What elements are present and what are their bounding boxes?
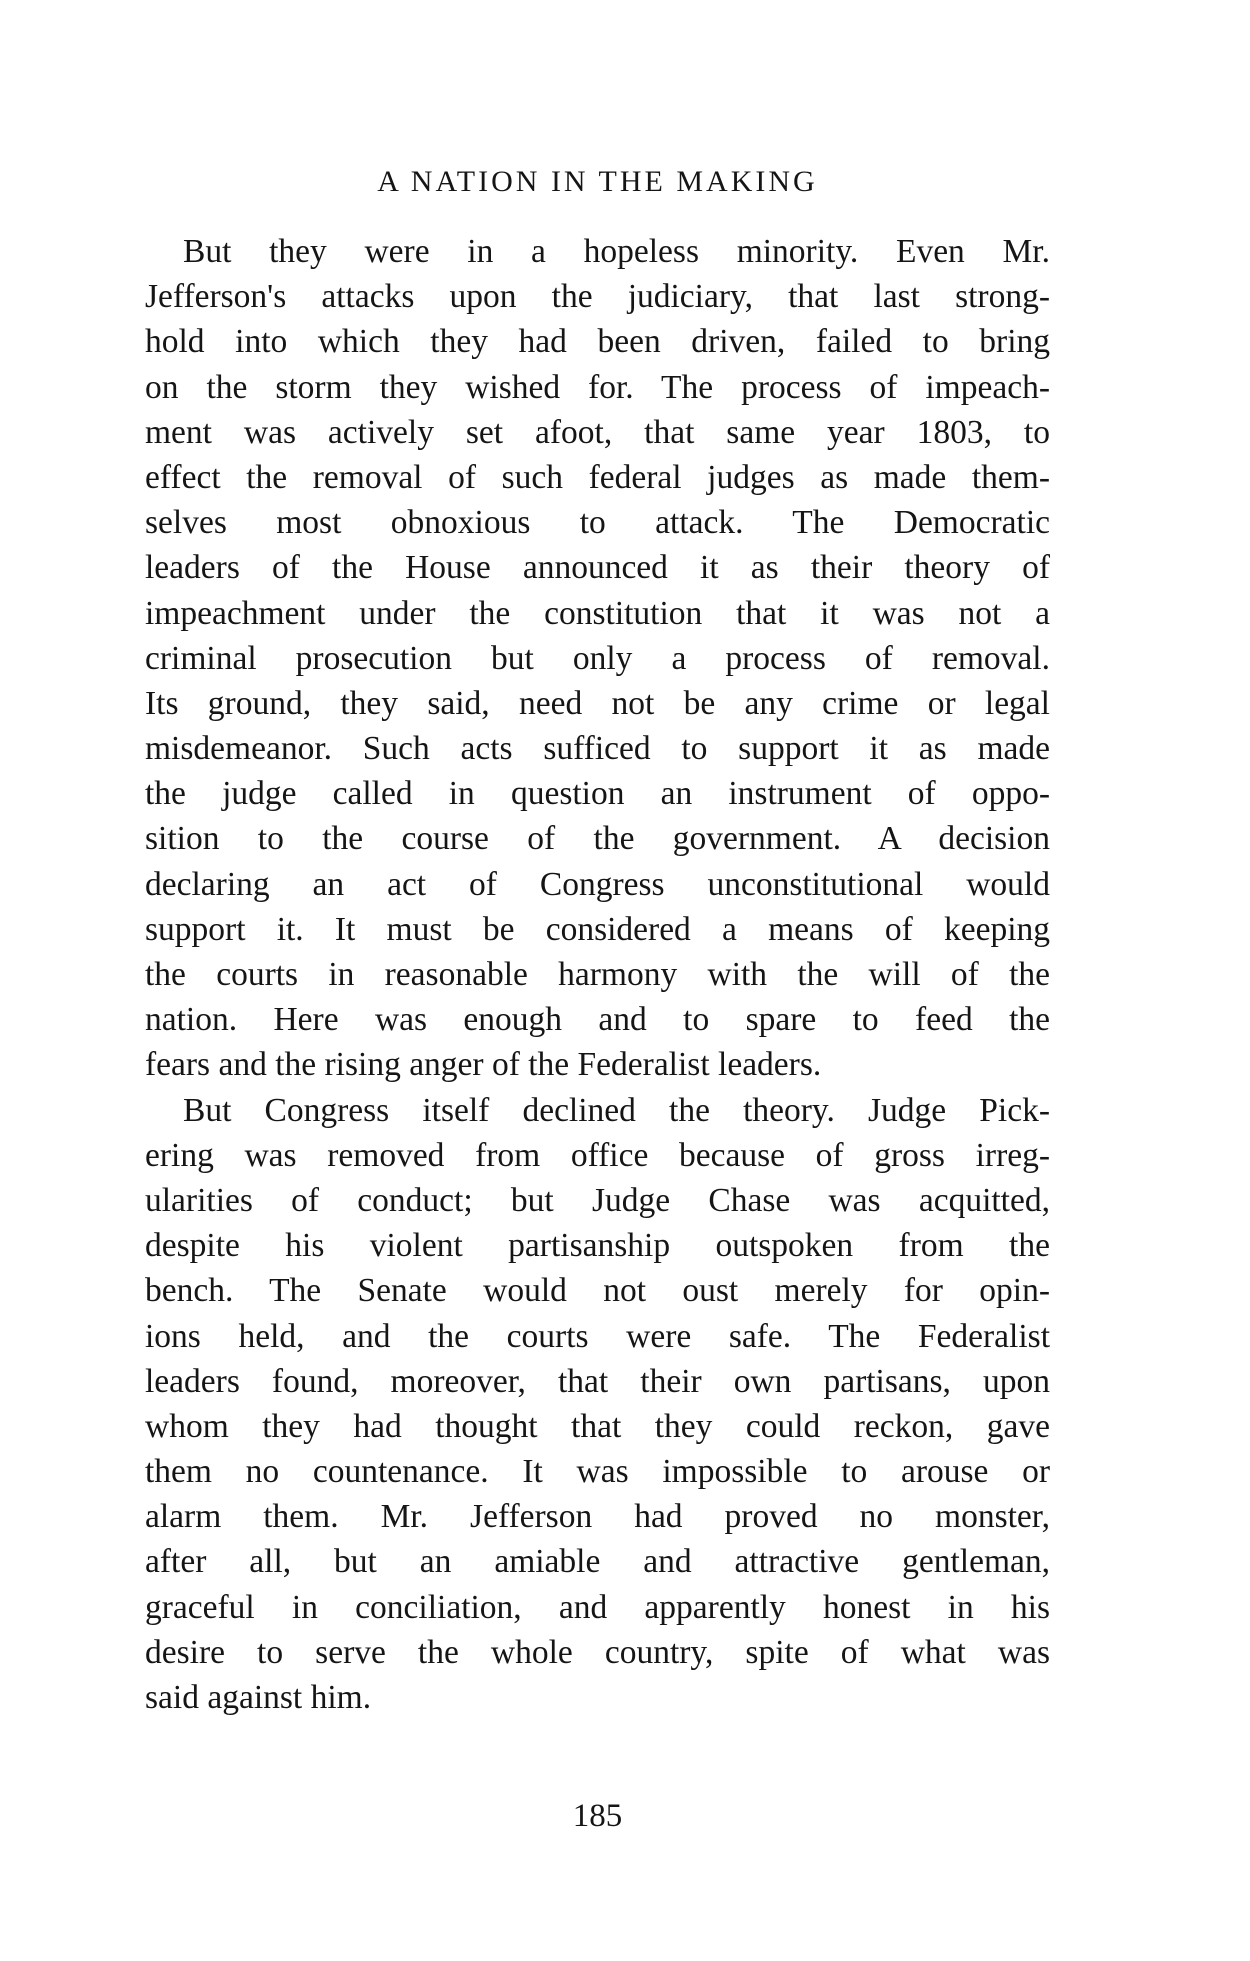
text-line: Its ground, they said, need not be any crime or legal	[145, 684, 1050, 722]
text-line: the judge called in question an instrument of oppo-	[145, 775, 1050, 813]
page-number: 185	[572, 1798, 623, 1834]
text-line: ment was actively set afoot, that same year 1803, to	[145, 413, 1050, 451]
text-line: But Congress itself declined the theory. Judge Pick-	[183, 1091, 1050, 1129]
text-line: bench. The Senate would not oust merely for opin-	[145, 1272, 1050, 1310]
text-line: them no countenance. It was impossible to arouse or	[145, 1453, 1050, 1491]
text-line: graceful in conciliation, and apparently honest in his	[145, 1588, 1050, 1626]
text-line: despite his violent partisanship outspoken from the	[145, 1227, 1050, 1265]
text-line: impeachment under the constitution that it was not a	[145, 594, 1050, 632]
text-line: Jefferson's attacks upon the judiciary, that last strong-	[145, 278, 1050, 316]
text-line: fears and the rising anger of the Federalist leaders.	[145, 1046, 822, 1084]
text-line: ering was removed from office because of gross irreg-	[145, 1136, 1050, 1174]
text-line: declaring an act of Congress unconstitutional would	[145, 865, 1050, 903]
text-line: said against him.	[145, 1679, 372, 1716]
text-line: sition to the course of the government. A decision	[145, 820, 1050, 858]
text-line: criminal prosecution but only a process of removal.	[145, 639, 1050, 677]
text-line: alarm them. Mr. Jefferson had proved no monster,	[145, 1498, 1050, 1536]
running-head: A NATION IN THE MAKING	[377, 165, 818, 198]
text-line: desire to serve the whole country, spite of what was	[145, 1633, 1050, 1671]
body-text	[145, 229, 1050, 1720]
text-line: misdemeanor. Such acts sufficed to support it as made	[145, 730, 1050, 768]
text-line: leaders of the House announced it as their theory of	[145, 549, 1050, 587]
text-line: whom they had thought that they could reckon, gave	[145, 1407, 1050, 1445]
text-line: effect the removal of such federal judges as made them-	[145, 458, 1050, 496]
text-line: nation. Here was enough and to spare to feed the	[145, 1001, 1050, 1039]
text-line: selves most obnoxious to attack. The Democratic	[145, 504, 1050, 542]
text-line: the courts in reasonable harmony with the will of the	[145, 956, 1050, 993]
text-line: support it. It must be considered a means of keeping	[145, 910, 1050, 948]
text-line: ularities of conduct; but Judge Chase was acquitted,	[145, 1181, 1050, 1219]
text-line: But they were in a hopeless minority. Even Mr.	[183, 233, 1050, 270]
text-line: ions held, and the courts were safe. The Federalist	[145, 1317, 1050, 1355]
text-line: leaders found, moreover, that their own partisans, upon	[145, 1362, 1050, 1400]
text-line: after all, but an amiable and attractive gentleman,	[145, 1543, 1050, 1581]
text-line: hold into which they had been driven, failed to bring	[145, 323, 1050, 361]
text-line: on the storm they wished for. The process of impeach-	[145, 368, 1050, 406]
